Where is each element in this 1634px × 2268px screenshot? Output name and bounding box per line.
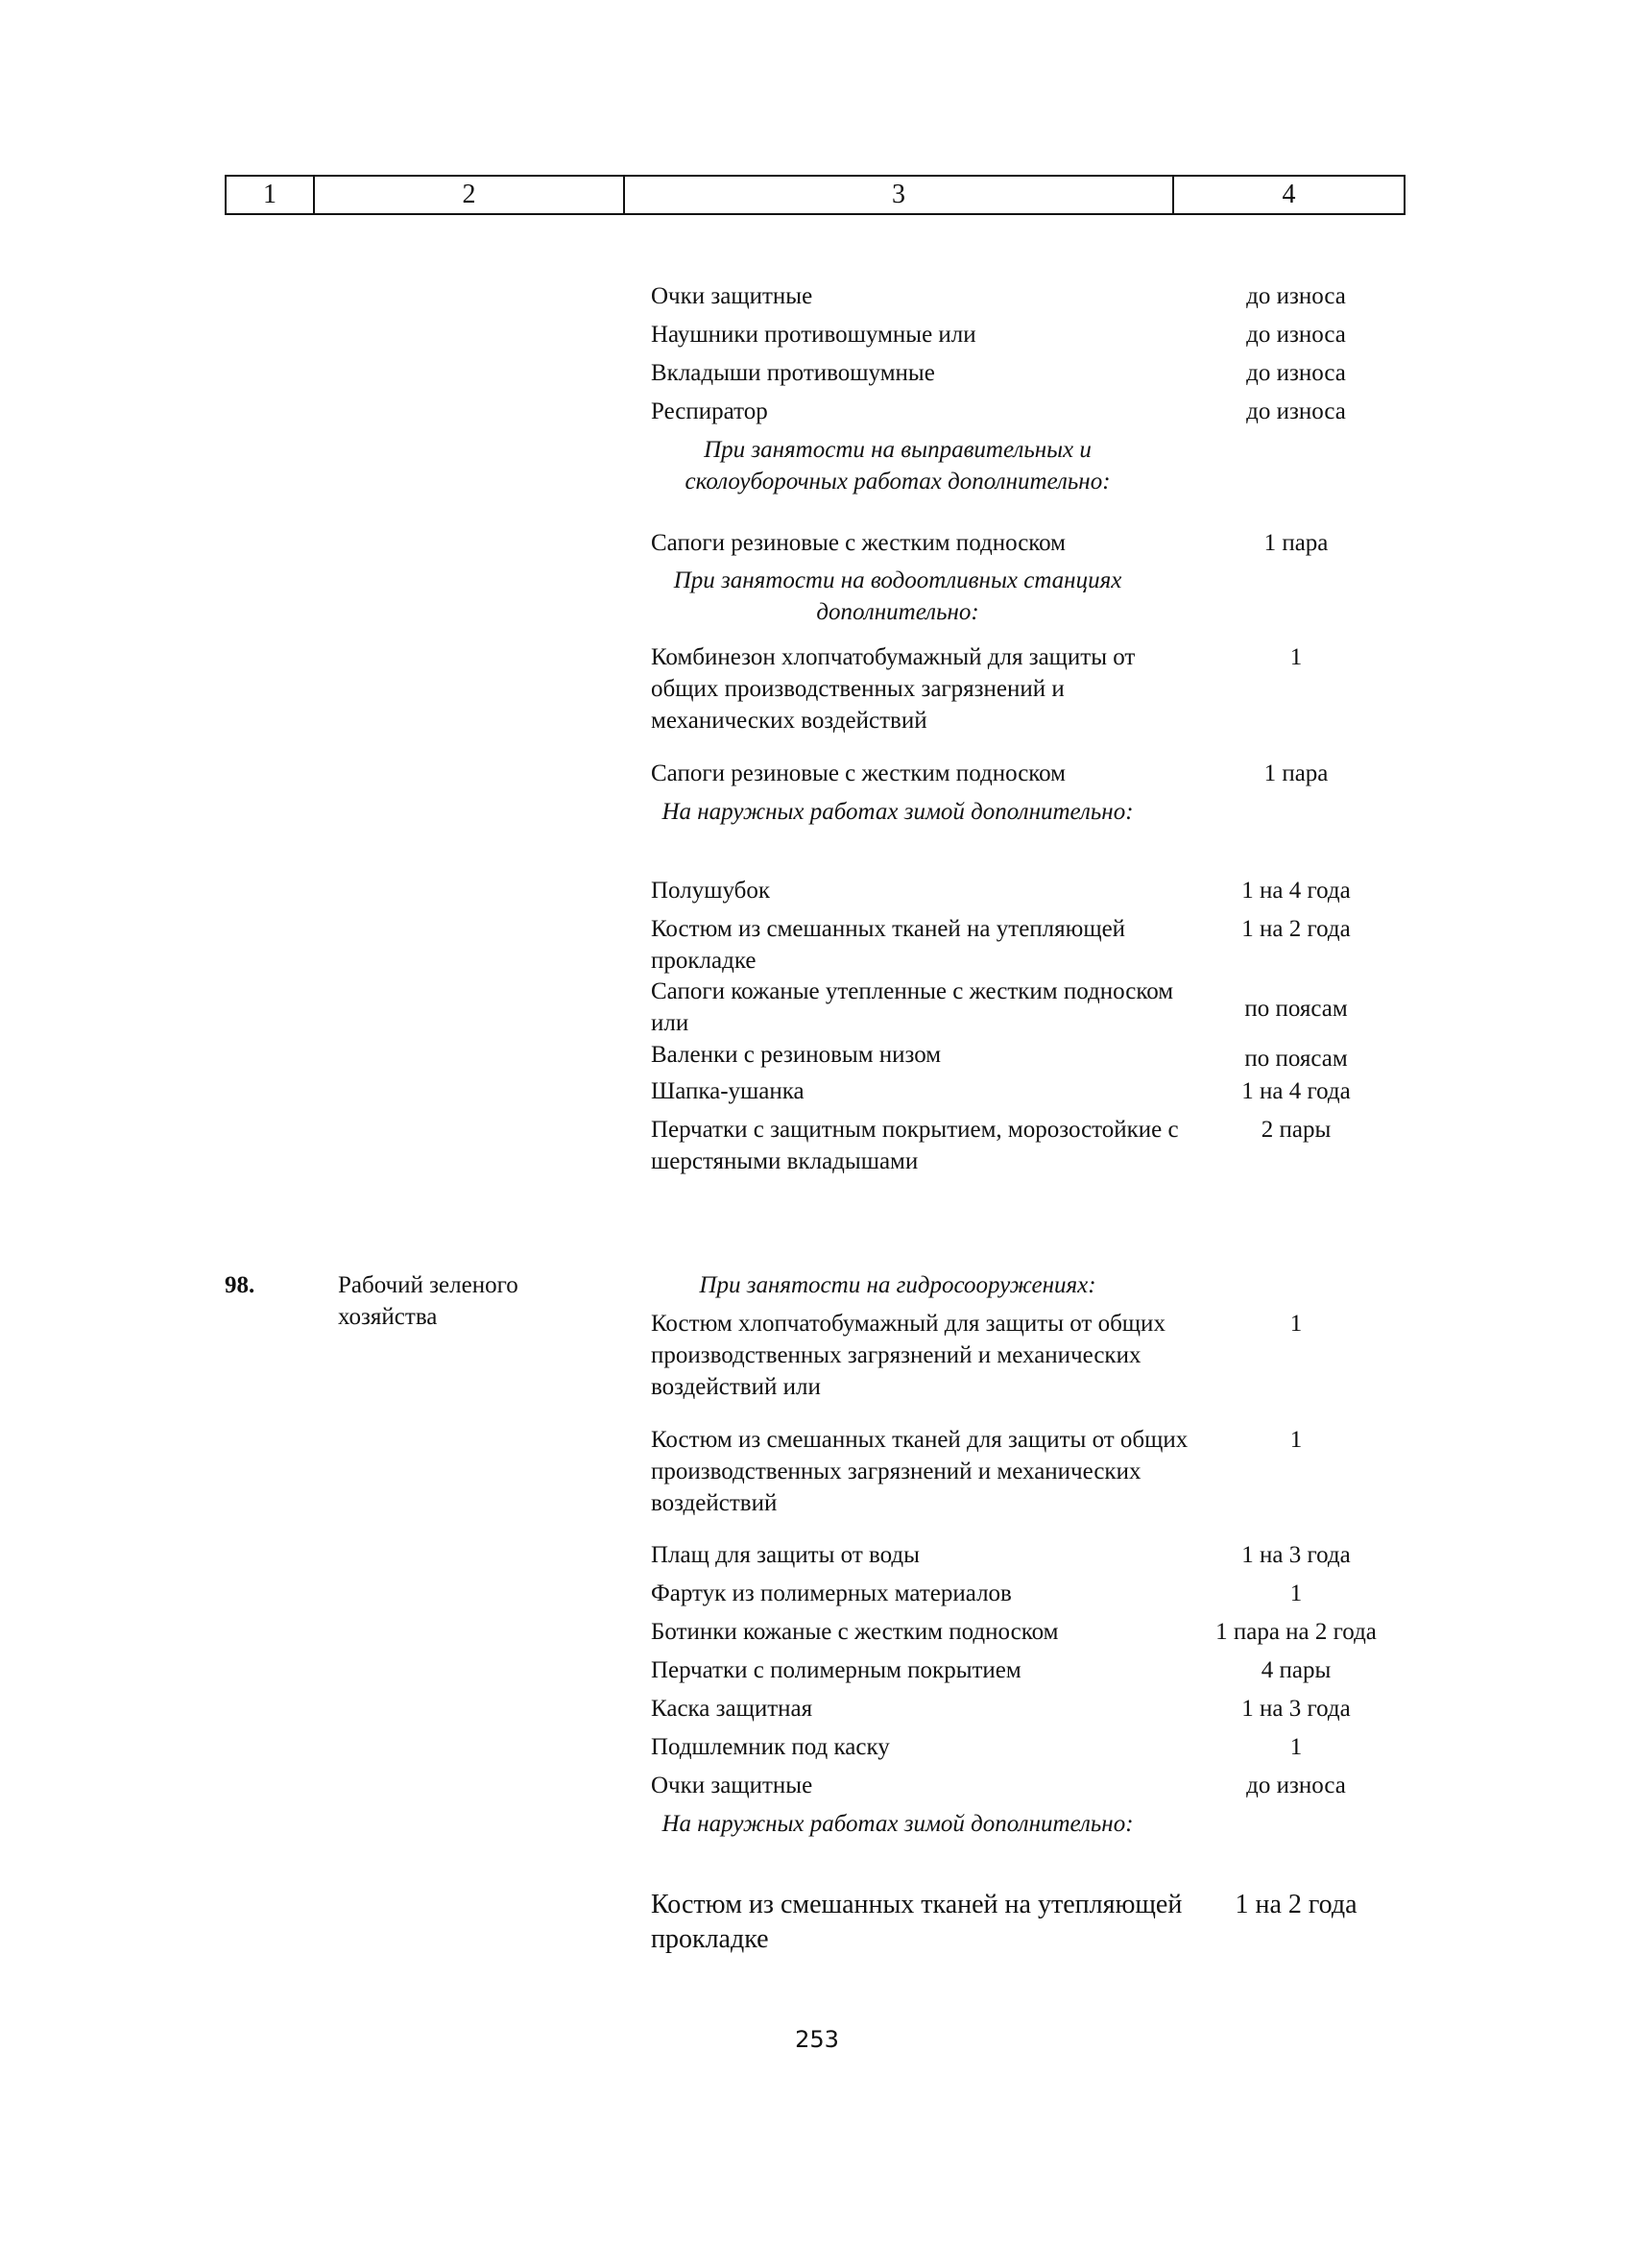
item-name: Комбинезон хлопчатобумажный для защиты от общих производственных загрязнений и механических воздействий: [651, 644, 1136, 734]
item-norm: 1: [1289, 644, 1303, 670]
item-norm: 1 пара: [1263, 760, 1329, 786]
job-title: Рабочий зеленого хозяйства: [338, 1272, 518, 1330]
item-norm: до износа: [1246, 398, 1346, 424]
item-name: Сапоги резиновые с жестким подноском: [651, 530, 1067, 556]
item-norm: 1 на 2 года: [1235, 1890, 1358, 1919]
header-col-2: 2: [315, 177, 625, 213]
item-norm: 1 на 2 года: [1241, 916, 1351, 942]
item-norm: 1 на 4 года: [1241, 1078, 1351, 1104]
header-col-4: 4: [1282, 180, 1296, 209]
column-number-header: [225, 175, 1406, 215]
item-norm: 2 пары: [1261, 1117, 1332, 1143]
item-name: Костюм из смешанных тканей на утепляющей прокладке: [651, 1890, 1183, 1954]
item-norm: 1 на 3 года: [1241, 1542, 1351, 1568]
section-heading: На наружных работах зимой дополнительно:: [661, 799, 1134, 825]
item-norm: до износа: [1246, 283, 1346, 309]
item-name: Наушники противошумные или: [651, 322, 976, 348]
item-name: Шапка-ушанка: [651, 1078, 805, 1104]
item-norm: 1: [1289, 1734, 1303, 1760]
item-name: Ботинки кожаные с жестким подноском: [651, 1619, 1059, 1645]
item-norm: по поясам: [1244, 996, 1348, 1022]
item-number: 98.: [225, 1272, 255, 1298]
item-norm: до износа: [1246, 322, 1346, 348]
section-heading: При занятости на гидросооружениях:: [699, 1272, 1096, 1298]
item-norm: до износа: [1246, 360, 1346, 386]
item-name: Костюм хлопчатобумажный для защиты от общих производственных загрязнений и механических воздействий или: [651, 1311, 1165, 1400]
item-name: Фартук из полимерных материалов: [651, 1580, 1012, 1606]
header-col-3: 3: [625, 177, 1174, 213]
item-name: Сапоги резиновые с жестким подноском: [651, 760, 1067, 786]
item-name: Полушубок: [651, 878, 770, 904]
item-name: Каска защитная: [651, 1696, 813, 1722]
item-norm: до износа: [1246, 1773, 1346, 1798]
item-name: Костюм из смешанных тканей на утепляющей прокладке: [651, 916, 1126, 974]
item-name: Очки защитные: [651, 1773, 813, 1798]
item-name: Костюм из смешанных тканей для защиты от общих производственных загрязнений и механических воздействий: [651, 1427, 1189, 1516]
item-name: Перчатки с защитным покрытием, морозостойкие с шерстяными вкладышами: [651, 1117, 1179, 1174]
section-heading: На наружных работах зимой дополнительно:: [661, 1811, 1134, 1837]
item-name: Очки защитные: [651, 283, 813, 309]
item-name: Плащ для защиты от воды: [651, 1542, 920, 1568]
page-number: 253: [795, 2026, 839, 2053]
item-norm: 4 пары: [1261, 1657, 1332, 1683]
item-name: Вкладыши противошумные: [651, 360, 935, 386]
section-heading: При занятости на водоотливных станциях дополнительно:: [673, 567, 1122, 625]
item-norm: 1 пара: [1263, 530, 1329, 556]
item-name: Респиратор: [651, 398, 768, 424]
header-col-1: 1: [227, 177, 315, 213]
item-name: Подшлемник под каску: [651, 1734, 890, 1760]
item-name: Перчатки с полимерным покрытием: [651, 1657, 1021, 1683]
section-heading: При занятости на выправительных и сколоуборочных работах дополнительно:: [685, 437, 1111, 495]
item-norm: 1 на 3 года: [1241, 1696, 1351, 1722]
item-name: Сапоги кожаные утепленные с жестким подноском или: [651, 978, 1174, 1036]
item-norm: 1 пара на 2 года: [1215, 1619, 1377, 1645]
item-norm: 1: [1289, 1311, 1303, 1337]
item-norm: 1: [1289, 1580, 1303, 1606]
item-norm: 1: [1289, 1427, 1303, 1453]
item-norm: по поясам: [1244, 1046, 1348, 1072]
item-name: Валенки с резиновым низом: [651, 1042, 942, 1068]
item-norm: 1 на 4 года: [1241, 878, 1351, 904]
